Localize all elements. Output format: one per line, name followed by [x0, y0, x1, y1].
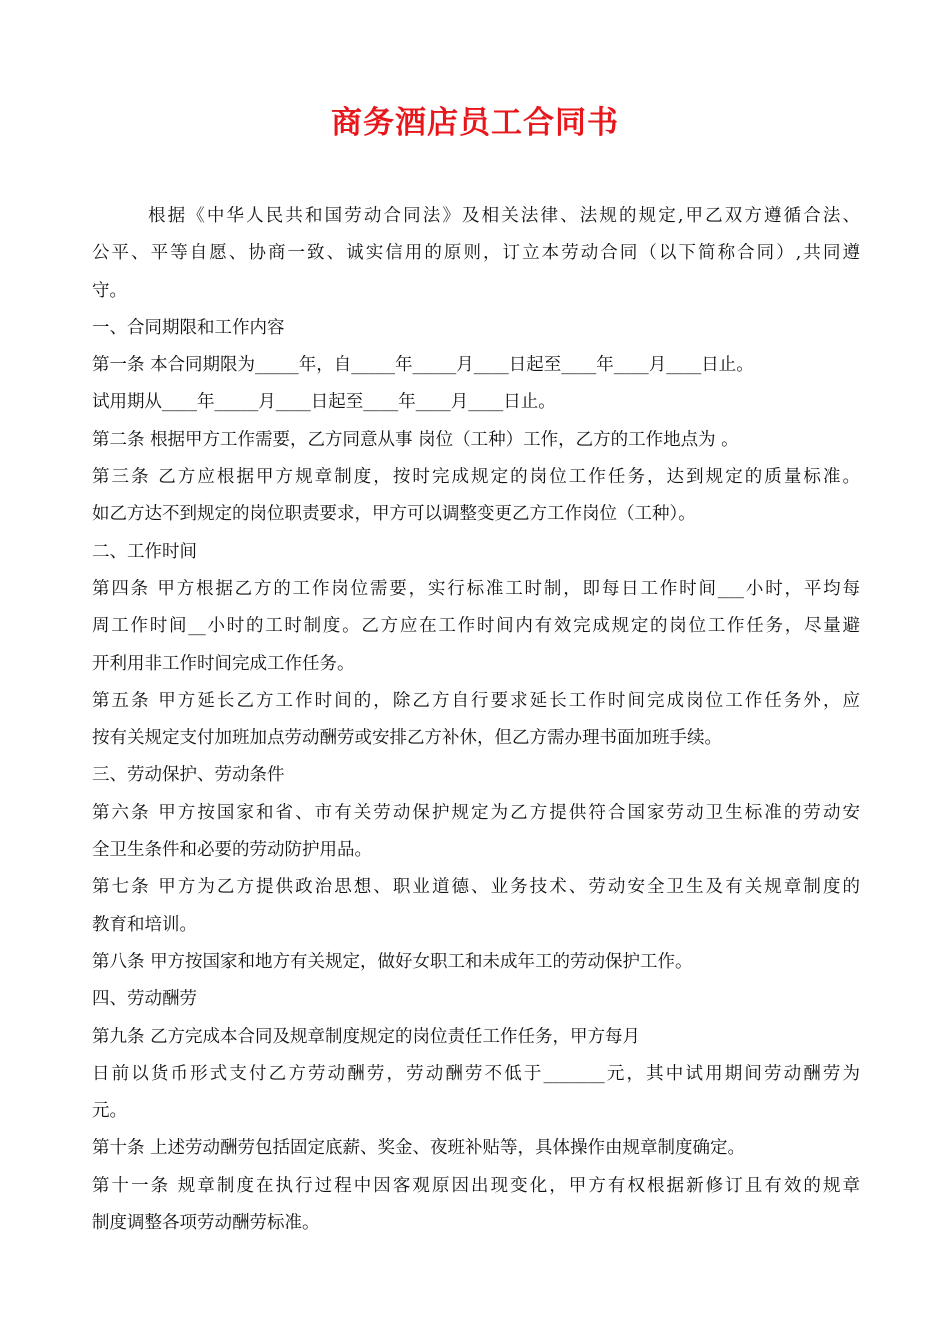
paragraph-line: 开利用非工作时间完成工作任务。 [92, 653, 355, 674]
paragraph-line: 周工作时间__小时的工时制度。乙方应在工作时间内有效完成规定的岗位工作任务，尽量避 [92, 616, 860, 637]
paragraph-line: 第一条 本合同期限为_____年，自_____年_____月____日起至____年____月____日止。 [92, 355, 754, 376]
section-heading: 四、劳动酬劳 [92, 989, 197, 1010]
paragraph-line: 公平、平等自愿、协商一致、诚实信用的原则，订立本劳动合同（以下简称合同）,共同遵 [92, 243, 860, 264]
paragraph-line: 根据《中华人民共和国劳动合同法》及相关法律、法规的规定,甲乙双方遵循合法、 [148, 206, 860, 226]
section-heading: 三、劳动保护、劳动条件 [92, 765, 285, 786]
paragraph-line: 如乙方达不到规定的岗位职责要求，甲方可以调整变更乙方工作岗位（工种）。 [92, 504, 696, 525]
paragraph-line: 第六条 甲方按国家和省、市有关劳动保护规定为乙方提供符合国家劳动卫生标准的劳动安 [92, 802, 860, 823]
paragraph-line: 守。 [92, 280, 127, 301]
paragraph-line: 第十条 上述劳动酬劳包括固定底薪、奖金、夜班补贴等，具体操作由规章制度确定。 [92, 1138, 746, 1159]
paragraph-line: 第十一条 规章制度在执行过程中因客观原因出现变化，甲方有权根据新修订且有效的规章 [92, 1175, 860, 1196]
paragraph-line: 第三条 乙方应根据甲方规章制度，按时完成规定的岗位工作任务，达到规定的质量标准。 [92, 467, 860, 488]
paragraph-line: 教育和培训。 [92, 914, 197, 935]
paragraph-line: 第九条 乙方完成本合同及规章制度规定的岗位责任工作任务，甲方每月 [92, 1026, 641, 1047]
paragraph-line: 元。 [92, 1101, 127, 1122]
paragraph-line: 第五条 甲方延长乙方工作时间的，除乙方自行要求延长工作时间完成岗位工作任务外，应 [92, 690, 860, 711]
paragraph-line: 第二条 根据甲方工作需要，乙方同意从事 岗位（工种）工作，乙方的工作地点为 。 [92, 429, 739, 450]
document-body [92, 198, 860, 1242]
paragraph-line: 第七条 甲方为乙方提供政治思想、职业道德、业务技术、劳动安全卫生及有关规章制度的 [92, 877, 860, 898]
paragraph-line: 制度调整各项劳动酬劳标准。 [92, 1213, 320, 1234]
paragraph-line: 第八条 甲方按国家和地方有关规定，做好女职工和未成年工的劳动保护工作。 [92, 951, 693, 972]
paragraph-line: 试用期从____年_____月____日起至____年____月____日止。 [92, 392, 556, 413]
document-title: 商务酒店员工合同书 [331, 105, 619, 141]
paragraph-line: 日前以货币形式支付乙方劳动酬劳，劳动酬劳不低于_______元，其中试用期间劳动酬劳为 [92, 1063, 860, 1084]
paragraph-line: 全卫生条件和必要的劳动防护用品。 [92, 840, 372, 861]
section-heading: 一、合同期限和工作内容 [92, 317, 285, 338]
paragraph-line: 第四条 甲方根据乙方的工作岗位需要，实行标准工时制，即每日工作时间___小时，平均每 [92, 578, 860, 599]
paragraph-line: 按有关规定支付加班加点劳动酬劳或安排乙方补休，但乙方需办理书面加班手续。 [92, 728, 722, 749]
section-heading: 二、工作时间 [92, 541, 197, 562]
